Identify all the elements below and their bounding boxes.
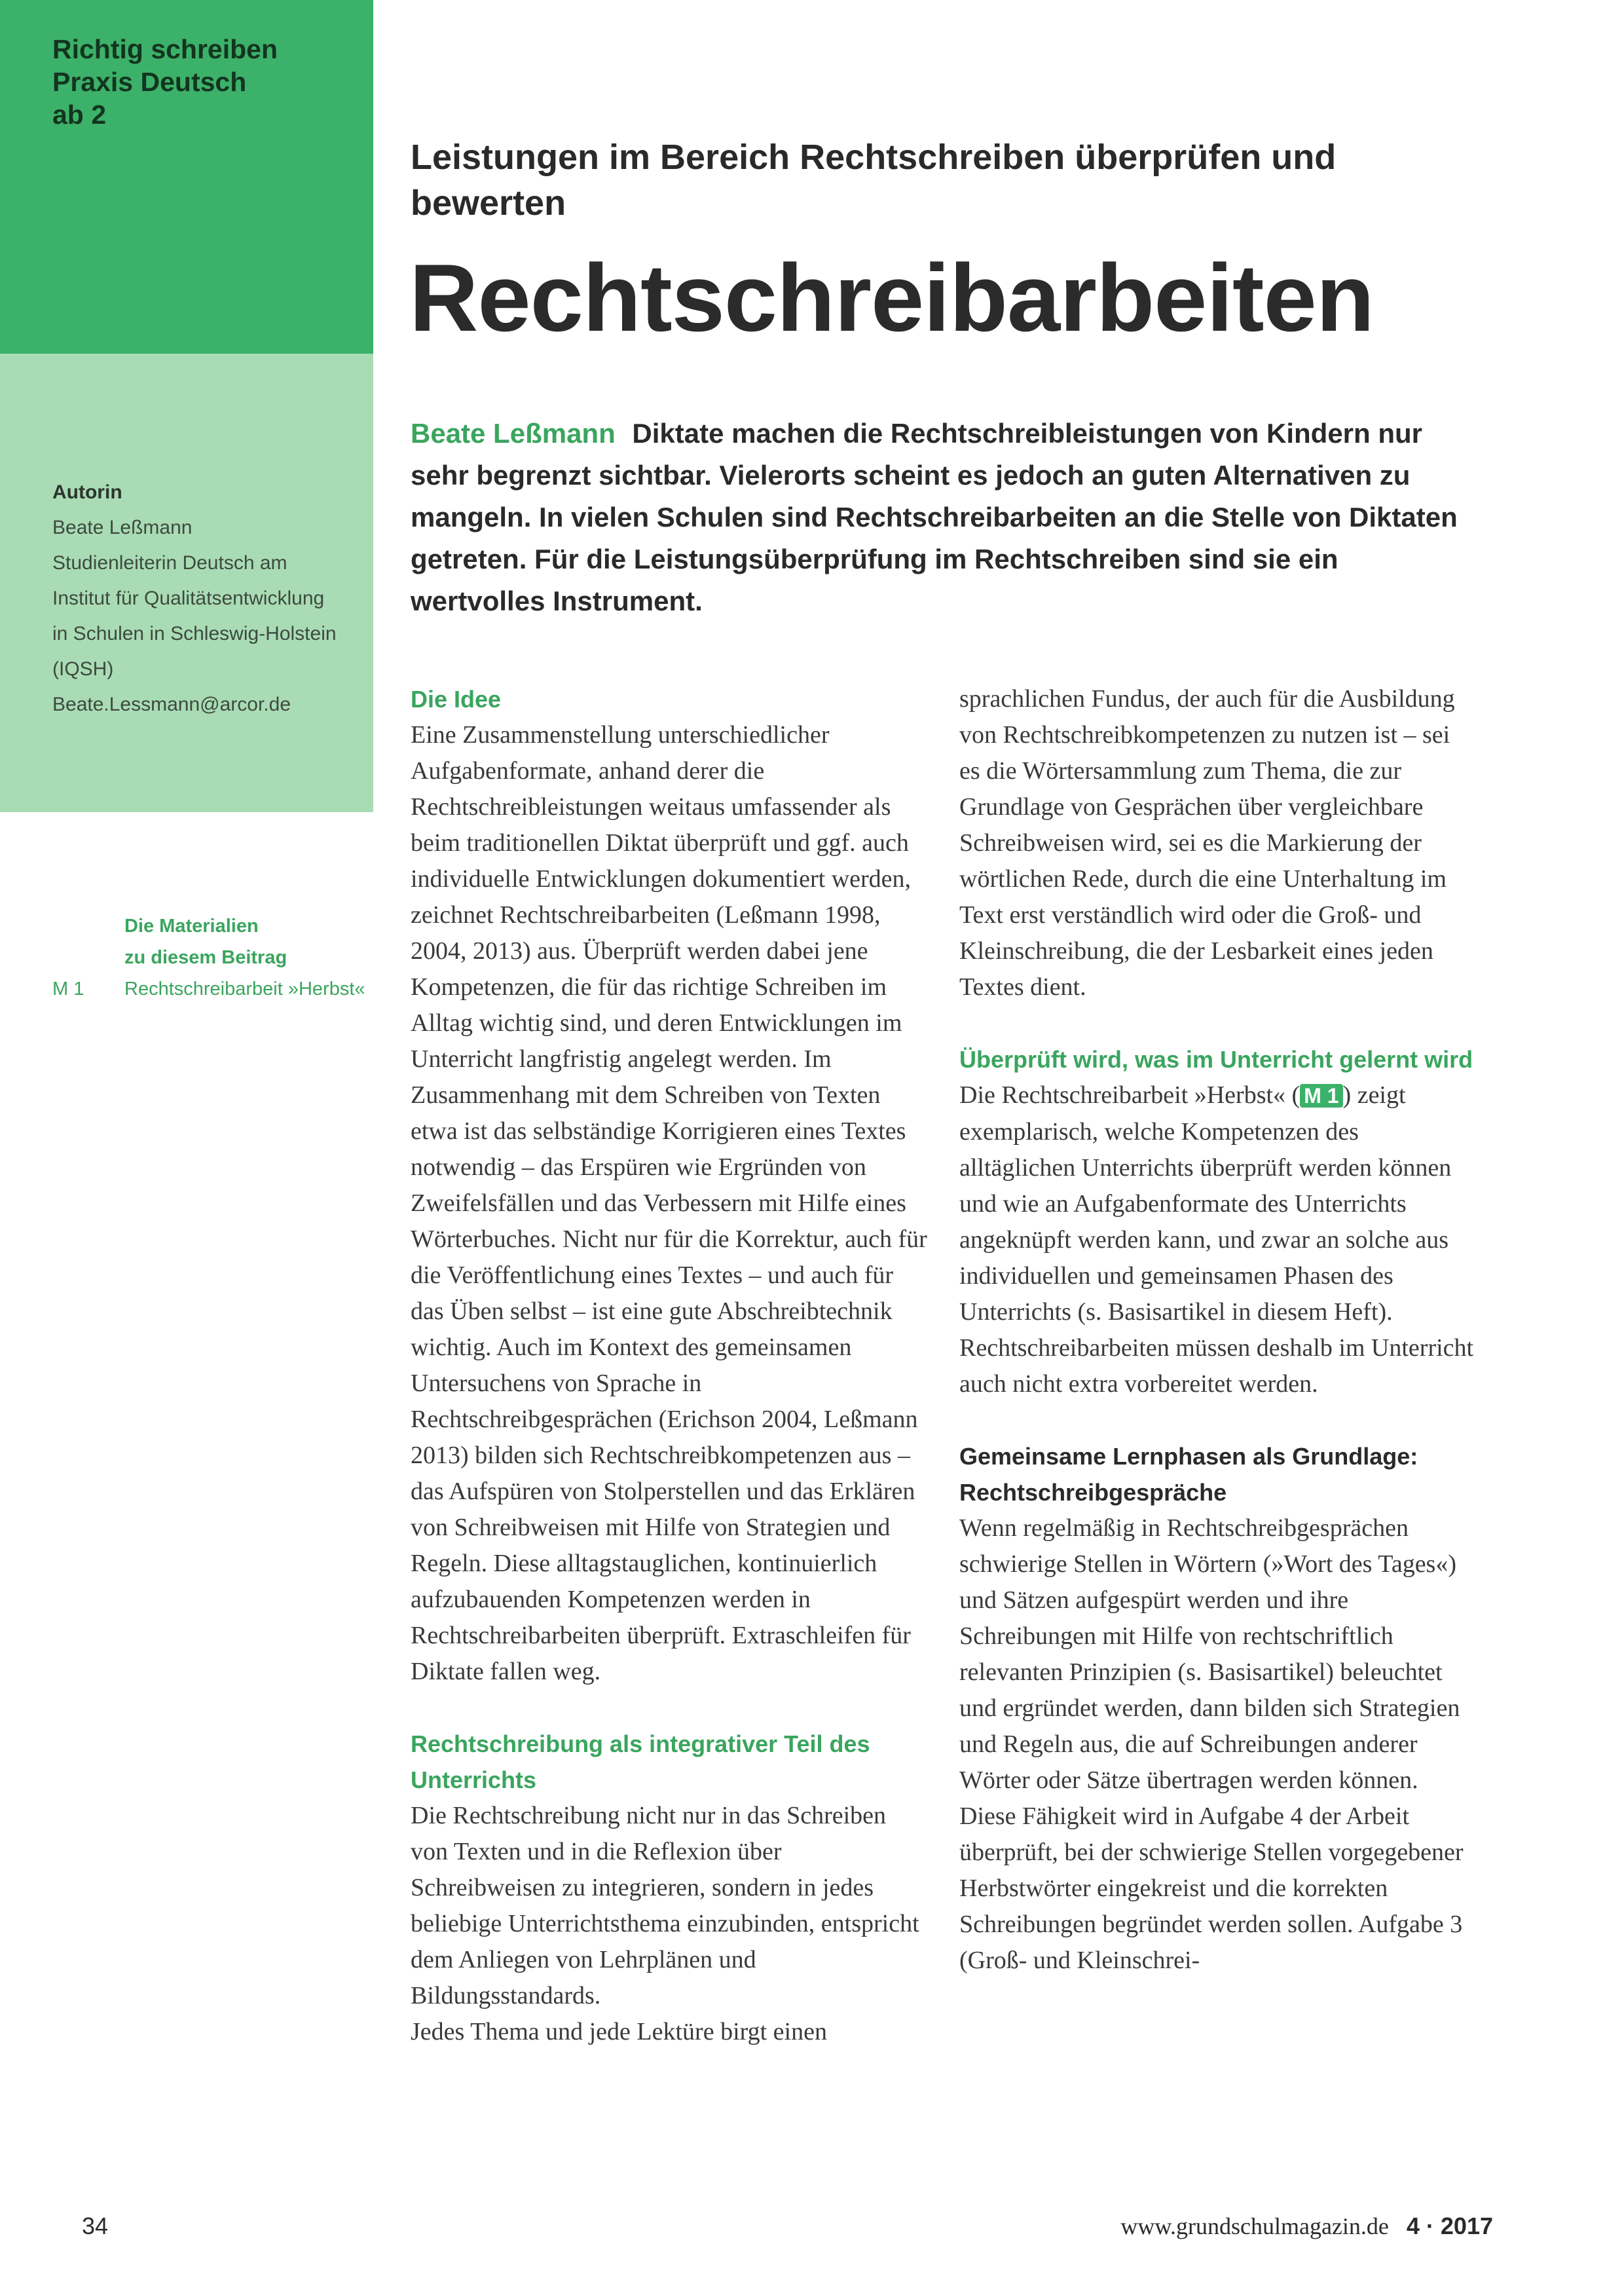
footer <box>1120 2212 1493 2240</box>
series-line: ab 2 <box>52 100 107 130</box>
lead-author: Beate Leßmann <box>411 418 616 449</box>
paragraph: Wenn regelmäßig in Rechtschreibgesprächen schwierige Stellen in Wörtern (»Wort des Tages«) und Sätzen aufgespürt werden und ihre Schreibungen mit Hilfe von rechtschriftlich relevanten Prinzipien (s. Basisartikel) beleuchtet und ergründet werden, dann bilden sich Strategien und Regeln aus, die auf Schreibungen anderer Wörter oder Sätze übertragen werden können. Diese Fähigkeit wird in Aufgabe 4 der Arbeit überprüft, bei der schwierige Stellen vorgegebener Herbstwörter eingekreist und die korrekten Schreibungen begründet werden sollen. Aufgabe 3 (Groß- und Kleinschrei- <box>959 1514 1464 1974</box>
paragraph: Jedes Thema und jede Lektüre birgt einen <box>411 2018 827 2045</box>
series-title <box>52 33 367 131</box>
paragraph: sprachlichen Fundus, der auch für die Ausbildung von Rechtschreibkompetenzen zu nutzen ist – sei es die Wörtersammlung zum Thema, die zur Grundlage von Gesprächen über vergleichbare Schreibweisen wird, sei es die Markierung der wörtlichen Rede, durch die eine Unterhaltung im Text erst verständlich wird oder die Groß- und Kleinschreibung, die der Lesbarkeit eines jeden Textes dient. <box>959 685 1455 1001</box>
text-column-left <box>411 681 928 2050</box>
author-line: in Schulen in Schleswig-Holstein <box>52 623 337 644</box>
author-line: Institut für Qualitätsentwicklung <box>52 588 325 609</box>
lead-text: Diktate machen die Rechtschreibleistungen von Kindern nur sehr begrenzt sichtbar. Vielerorts scheint es jedoch an guten Alternativen zu mangeln. In vielen Schulen sind Rechtschreibarbeiten an die Stelle von Diktaten getreten. Für die Leistungsüberprüfung im Rechtschreiben sind sie ein wertvolles Instrument. <box>411 418 1458 616</box>
material-item <box>52 973 367 1005</box>
section-heading: Die Idee <box>411 686 502 713</box>
paragraph-text: Die Rechtschreibarbeit »Herbst« ( <box>959 1081 1301 1109</box>
author-line: Beate Leßmann <box>52 517 193 538</box>
text-column-right <box>959 681 1477 1979</box>
materials-box <box>52 910 367 1005</box>
series-line: Praxis Deutsch <box>52 67 247 97</box>
footer-url[interactable]: www.grundschulmagazin.de <box>1120 2213 1389 2239</box>
article-kicker <box>411 134 1458 226</box>
materials-heading: Die Materialien <box>124 916 259 937</box>
issue-number: 4 · 2017 <box>1406 2212 1493 2239</box>
material-code: M 1 <box>52 979 84 999</box>
series-line: Richtig schreiben <box>52 34 278 64</box>
author-line: (IQSH) <box>52 658 114 680</box>
page-title: Rechtschreibarbeiten <box>409 244 1374 351</box>
materials-heading: zu diesem Beitrag <box>124 947 287 968</box>
section-heading: Gemeinsame Lernphasen als Grundlage: Rechtschreibgespräche <box>959 1443 1418 1506</box>
author-heading: Autorin <box>52 481 122 503</box>
paragraph: Eine Zusammenstellung unterschiedlicher Aufgabenformate, anhand derer die Rechtschreibleistungen weitaus umfassender als beim traditionellen Diktat überprüft und ggf. auch individuelle Entwicklungen dokumentiert werden, zeichnet Rechtschreibarbeiten (Leßmann 1998, 2004, 2013) aus. Überprüft werden dabei jene Kompetenzen, die für das richtige Schreiben im Alltag wichtig sind, und deren Entwicklungen im Unterricht langfristig angelegt werden. Im Zusammenhang mit dem Schreiben von Texten etwa ist das selbständige Korrigieren eines Textes notwendig – das Erspüren wie Ergründen von Zweifelsfällen und das Verbessern mit Hilfe eines Wörterbuches. Nicht nur für die Korrektur, auch für die Veröffentlichung eines Textes – und auch für das Üben selbst – ist eine gute Abschreibtechnik wichtig. Auch im Kontext des gemeinsamen Untersuchens von Sprache in Rechtschreibgesprächen (Erichson 2004, Leßmann 2013) bilden sich Rechtschreibkompetenzen aus – das Aufspüren von Stolperstellen und das Erklären von Schreibweisen mit Hilfe von Strategien und Regeln. Diese alltagstauglichen, kontinuierlich aufzubauenden Kompetenzen werden in Rechtschreibarbeiten überprüft. Extraschleifen für Diktate fallen weg. <box>411 721 927 1685</box>
author-email[interactable]: Beate.Lessmann@arcor.de <box>52 694 291 715</box>
paragraph-text: ) zeigt exemplarisch, welche Kompetenzen des alltäglichen Unterrichts überprüft werden können und wie an Aufgabenformate des Unterrichts angeknüpft werden kann, und zwar an solche aus individuellen und gemeinsamen Phasen des Unterrichts (s. Basisartikel in diesem Heft). Rechtschreibarbeiten müssen deshalb im Unterricht auch nicht extra vorbereitet werden. <box>959 1081 1474 1398</box>
page-number: 34 <box>82 2212 109 2239</box>
section-heading: Rechtschreibung als integrativer Teil des Unterrichts <box>411 1730 870 1793</box>
paragraph: Die Rechtschreibung nicht nur in das Schreiben von Texten und in die Reflexion über Schreibweisen zu integrieren, sondern in jedes beliebige Unterrichtsthema einzubinden, entspricht dem Anliegen von Lehrplänen und Bildungsstandards. <box>411 1802 919 2009</box>
kicker-line: Leistungen im Bereich Rechtschreiben überprüfen und <box>411 138 1337 177</box>
section-heading: Überprüft wird, was im Unterricht gelernt wird <box>959 1046 1473 1073</box>
article-lead <box>411 413 1471 622</box>
material-title: Rechtschreibarbeit »Herbst« <box>124 979 365 999</box>
kicker-line: bewerten <box>411 183 566 223</box>
author-line: Studienleiterin Deutsch am <box>52 552 287 574</box>
material-badge: M 1 <box>1300 1084 1342 1108</box>
paragraph <box>959 1077 1477 1402</box>
author-box <box>52 475 360 722</box>
